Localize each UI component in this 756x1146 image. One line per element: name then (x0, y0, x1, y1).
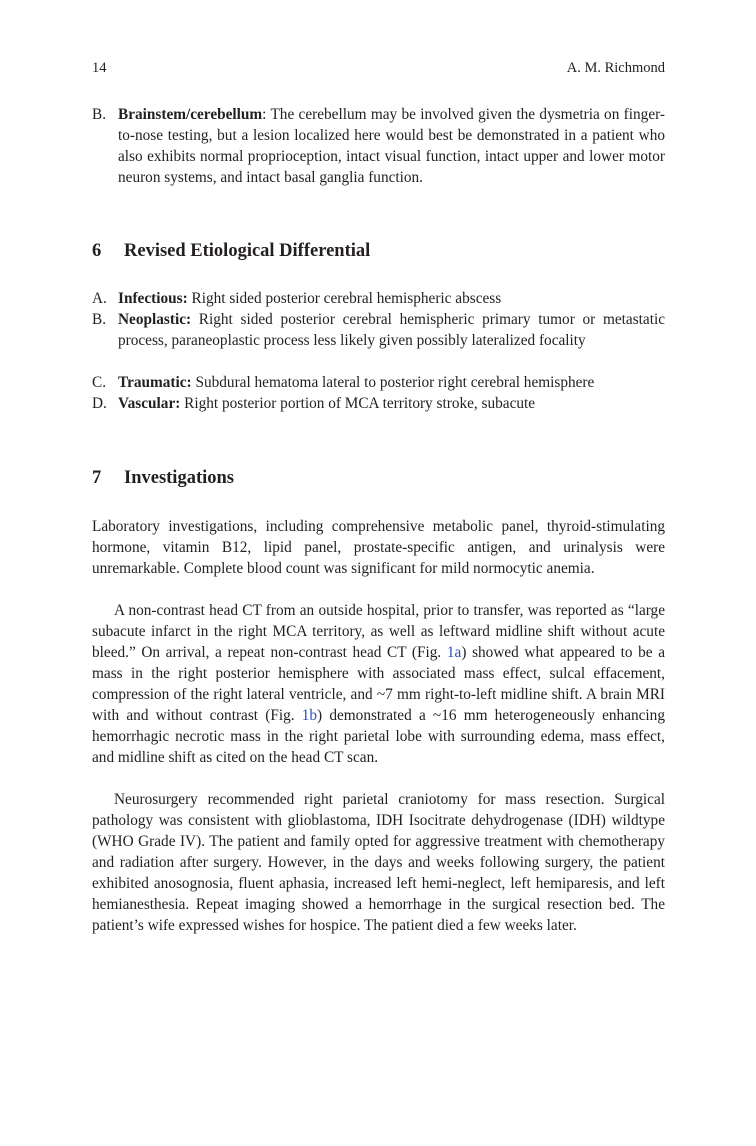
list-text: Right posterior portion of MCA territory stroke, subacute (180, 395, 536, 412)
figure-link-1a[interactable]: 1a (446, 644, 462, 661)
paragraph-laboratory: Laboratory investigations, including comprehensive metabolic panel, thyroid-stimulating hormone, vitamin B12, lipid panel, prostate-specific antigen, and urinalysis were unremarkable. Complete blood count was significant for mild normocytic anemia. (92, 518, 665, 577)
section-6-heading (92, 239, 370, 263)
list-body (118, 288, 665, 309)
list-label: B. (92, 311, 107, 328)
paragraph-surgery: Neurosurgery recommended right parietal craniotomy for mass resection. Surgical pathology was consistent with glioblastoma, IDH Isocitrate dehydrogenase (IDH) wildtype (WHO Grade IV). The patient and family opted for aggressive treatment with chemotherapy and radiation after surgery. However, in the days and weeks following surgery, the patient exhibited anosognosia, fluent aphasia, increased left hemi-neglect, left hemiparesis, and left hemianesthesia. Repeat imaging showed a hemorrhage in the surgical resection bed. The patient’s wife expressed wishes for hospice. The patient died a few weeks later. (92, 791, 665, 934)
running-header (92, 60, 665, 80)
list-text: : The cerebellum may be involved given the dysmetria on finger-to-nose testing, but a lesion localized here would best be demonstrated in a patient who also exhibits normal proprioception, intact visual function, intact upper and lower motor neuron systems, and intact basal ganglia function. (118, 106, 665, 186)
list-body (118, 393, 665, 414)
list-label: D. (92, 395, 107, 412)
differential-item-b (92, 309, 665, 351)
list-body (118, 309, 665, 351)
section-number: 7 (92, 468, 102, 488)
differential-item-d (92, 393, 665, 414)
running-author: A. M. Richmond (566, 60, 665, 76)
localization-item-b (92, 104, 665, 188)
list-label: C. (92, 374, 107, 391)
list-text: Right sided posterior cerebral hemispheric primary tumor or metastatic process, paraneoplastic process less likely given possibly lateralized focality (118, 311, 665, 349)
list-body (118, 372, 665, 393)
paragraph-imaging (92, 600, 665, 768)
differential-item-c (92, 372, 665, 393)
list-term: Vascular: (118, 395, 181, 412)
figure-link-1b[interactable]: 1b (301, 707, 318, 724)
list-term: Brainstem/cerebellum (118, 106, 263, 123)
list-text: Right sided posterior cerebral hemispheric abscess (187, 290, 502, 307)
section-title: Revised Etiological Differential (124, 241, 371, 261)
paragraph-text: ) showed what appeared to be a mass in the right posterior hemisphere with associated mass effect, sulcal effacement, compression of the right lateral ventricle, and ~7 mm right-to-left midline shift. A brain MRI with and without contrast (Fig. (92, 644, 665, 724)
list-text: Subdural hematoma lateral to posterior right cerebral hemisphere (191, 374, 595, 391)
list-label: A. (92, 290, 107, 307)
paragraph-text: A non-contrast head CT from an outside hospital, prior to transfer, was reported as “large subacute infarct in the right MCA territory, as well as leftward midline shift without acute bleed.” On arrival, a repeat non-contrast head CT (Fig. (92, 602, 665, 661)
list-label: B. (92, 106, 107, 123)
differential-item-a (92, 288, 665, 309)
section-number: 6 (92, 241, 102, 261)
list-term: Neoplastic: (118, 311, 192, 328)
list-term: Infectious: (118, 290, 188, 307)
paragraph-text: ) demonstrated a ~16 mm heterogeneously enhancing hemorrhagic necrotic mass in the right parietal lobe with surrounding edema, mass effect, and midline shift as cited on the head CT scan. (92, 707, 665, 766)
list-body (118, 104, 665, 188)
section-7-heading (92, 466, 234, 490)
section-title: Investigations (124, 468, 234, 488)
page-number: 14 (92, 60, 107, 76)
list-term: Traumatic: (118, 374, 192, 391)
